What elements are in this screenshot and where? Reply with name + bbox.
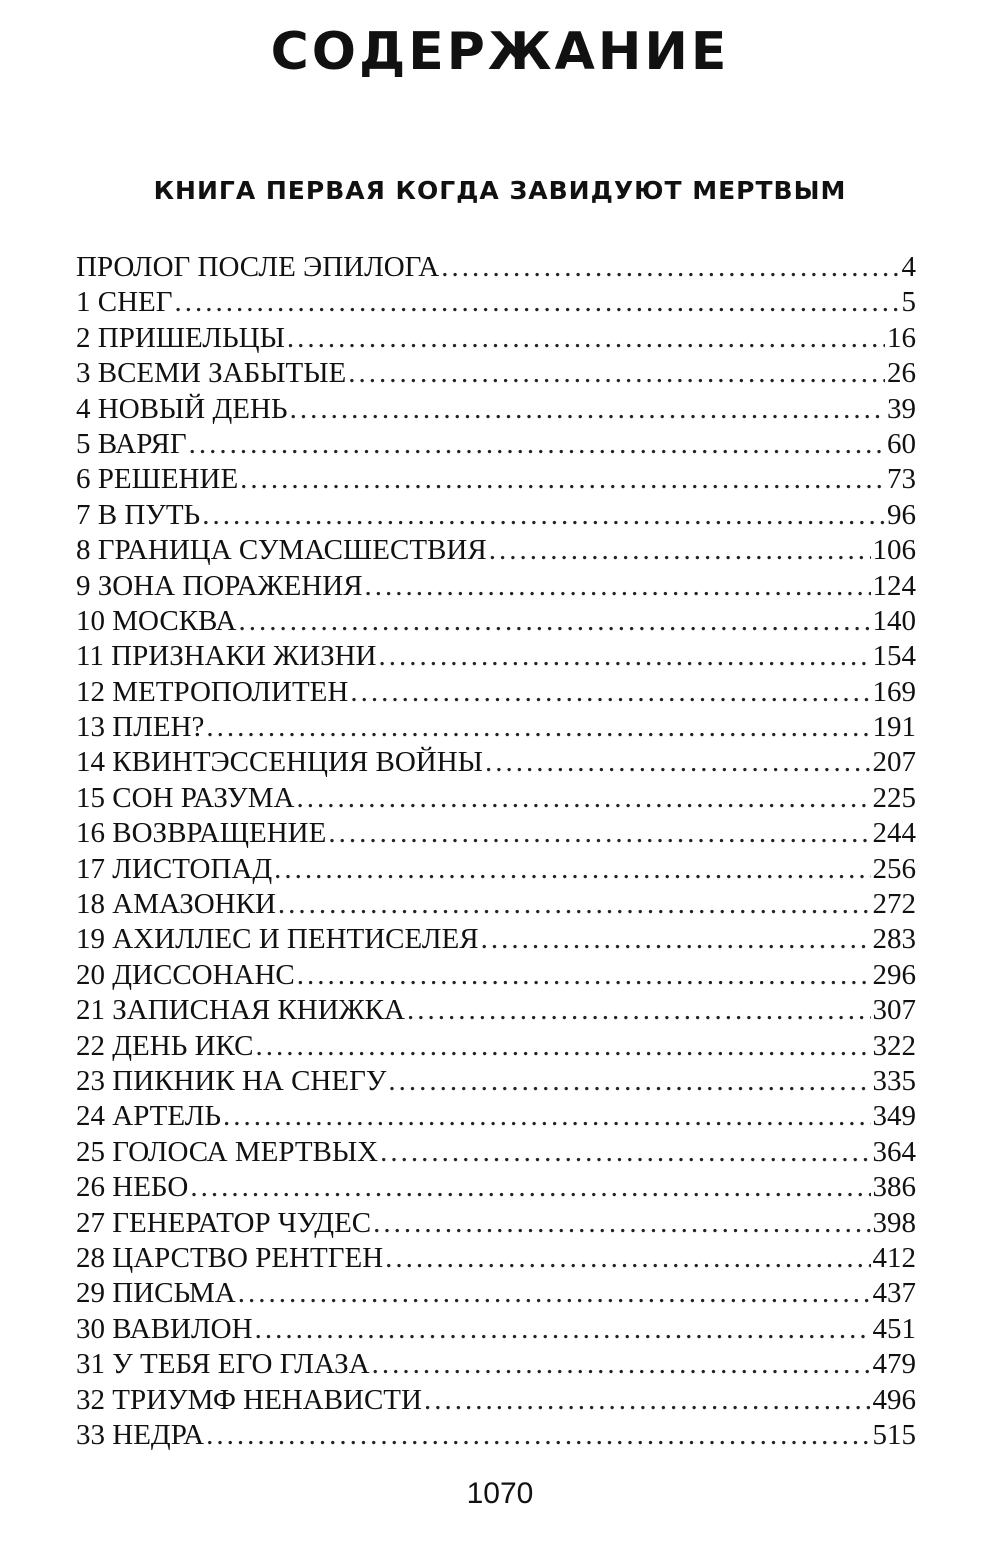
- toc-entry-page: 364: [872, 1135, 916, 1168]
- toc-entry-title: 10 МОСКВА: [76, 604, 237, 637]
- toc-dot-leader: [223, 1099, 870, 1134]
- toc-entry: [76, 462, 916, 497]
- toc-entry-title: 8 ГРАНИЦА СУМАСШЕСТВИЯ: [76, 534, 487, 567]
- toc-entry-title: 14 КВИНТЭССЕНЦИЯ ВОЙНЫ: [76, 746, 483, 779]
- toc-entry: [76, 958, 916, 993]
- toc-entry: [76, 1170, 916, 1205]
- toc-entry: [76, 887, 916, 922]
- toc-dot-leader: [489, 533, 871, 568]
- toc-dot-leader: [206, 1418, 870, 1453]
- toc-dot-leader: [485, 745, 871, 780]
- toc-dot-leader: [365, 569, 871, 604]
- toc-entry: [76, 1418, 916, 1453]
- toc-entry-title: 22 ДЕНЬ ИКС: [76, 1029, 254, 1062]
- toc-entry-page: 26: [887, 357, 916, 390]
- toc-dot-leader: [380, 1135, 870, 1170]
- toc-entry: [76, 356, 916, 391]
- toc-entry-title: 1 СНЕГ: [76, 286, 173, 319]
- toc-entry-title: 33 НЕДРА: [76, 1418, 205, 1451]
- toc-dot-leader: [328, 816, 870, 851]
- toc-entry-page: 96: [887, 498, 916, 531]
- page-number: 1070: [466, 1477, 534, 1510]
- toc-entry-title: 12 МЕТРОПОЛИТЕН: [76, 675, 349, 708]
- toc-entry-page: 60: [887, 427, 916, 460]
- toc-entry: [76, 675, 916, 710]
- toc-entry-page: 256: [872, 852, 916, 885]
- toc-dot-leader: [256, 1029, 871, 1064]
- toc-entry: [76, 1383, 916, 1418]
- toc-entry: [76, 710, 916, 745]
- toc-dot-leader: [274, 852, 870, 887]
- toc-entry-page: 335: [872, 1064, 916, 1097]
- toc-entry-page: 4: [901, 251, 916, 283]
- toc-entry-page: 191: [872, 711, 916, 744]
- toc-dot-leader: [296, 781, 870, 816]
- toc-dot-leader: [388, 1064, 870, 1099]
- toc-entry-title: 7 В ПУТЬ: [76, 498, 201, 531]
- toc-entry-page: 140: [872, 604, 916, 637]
- toc-entry-title: 32 ТРИУМФ НЕНАВИСТИ: [76, 1383, 422, 1416]
- toc-entry: [76, 1206, 916, 1241]
- toc-entry-page: 207: [872, 746, 916, 779]
- toc-entry-page: 283: [872, 923, 916, 956]
- toc-entry: [76, 392, 916, 427]
- toc-dot-leader: [424, 1383, 871, 1418]
- toc-entry-title: 20 ДИССОНАНС: [76, 958, 295, 991]
- toc-entry: [76, 250, 916, 285]
- toc-entry-page: 124: [872, 569, 916, 602]
- toc-entry-title: 29 ПИСЬМА: [76, 1277, 236, 1310]
- toc-entry-page: 496: [872, 1383, 916, 1416]
- toc-entry-title: 5 ВАРЯГ: [76, 427, 187, 460]
- toc-entry-title: 3 ВСЕМИ ЗАБЫТЫЕ: [76, 357, 347, 390]
- toc-entry: [76, 1347, 916, 1382]
- toc-entry-page: 322: [872, 1029, 916, 1062]
- toc-dot-leader: [441, 250, 899, 285]
- toc-entry: [76, 745, 916, 780]
- toc-entry: [76, 816, 916, 851]
- toc-dot-leader: [255, 1312, 871, 1347]
- toc-entry-page: 398: [872, 1206, 916, 1239]
- toc-dot-leader: [206, 710, 870, 745]
- toc-entry: [76, 852, 916, 887]
- toc-dot-leader: [189, 427, 885, 462]
- toc-entry-title: ПРОЛОГ ПОСЛЕ ЭПИЛОГА: [76, 251, 440, 283]
- toc-entry-page: 39: [887, 392, 916, 425]
- toc-entry: [76, 922, 916, 957]
- toc-entry-title: 31 У ТЕБЯ ЕГО ГЛАЗА: [76, 1348, 370, 1381]
- toc-dot-leader: [278, 887, 871, 922]
- toc-entry-title: 4 НОВЫЙ ДЕНЬ: [76, 392, 288, 425]
- toc-entry-title: 24 АРТЕЛЬ: [76, 1100, 222, 1133]
- toc-dot-leader: [481, 922, 871, 957]
- toc-dot-leader: [373, 1206, 870, 1241]
- toc-dot-leader: [175, 285, 900, 320]
- toc-entry-page: 16: [887, 321, 916, 354]
- table-of-contents: [76, 250, 916, 1453]
- toc-entry-title: 26 НЕБО: [76, 1171, 189, 1204]
- toc-entry: [76, 427, 916, 462]
- toc-entry: [76, 993, 916, 1028]
- toc-entry-page: 349: [872, 1100, 916, 1133]
- toc-entry: [76, 569, 916, 604]
- toc-entry-page: 479: [872, 1348, 916, 1381]
- toc-entry-title: 28 ЦАРСТВО РЕНТГЕН: [76, 1241, 384, 1274]
- toc-entry: [76, 604, 916, 639]
- toc-entry-title: 16 ВОЗВРАЩЕНИЕ: [76, 817, 327, 850]
- toc-dot-leader: [378, 639, 870, 674]
- toc-entry-title: 17 ЛИСТОПАД: [76, 852, 273, 885]
- toc-entry: [76, 321, 916, 356]
- toc-entry-title: 27 ГЕНЕРАТОР ЧУДЕС: [76, 1206, 372, 1239]
- toc-entry-title: 21 ЗАПИСНАЯ КНИЖКА: [76, 994, 405, 1027]
- toc-entry-page: 515: [872, 1418, 916, 1451]
- toc-entry: [76, 1312, 916, 1347]
- toc-entry: [76, 1099, 916, 1134]
- toc-entry-page: 296: [872, 958, 916, 991]
- section-title: КНИГА ПЕРВАЯ КОГДА ЗАВИДУЮТ МЕРТВЫМ: [153, 176, 847, 205]
- toc-entry-page: 106: [872, 534, 916, 567]
- toc-entry-page: 225: [872, 781, 916, 814]
- page-title: СОДЕРЖАНИЕ: [270, 22, 730, 82]
- toc-dot-leader: [350, 675, 870, 710]
- toc-entry-page: 437: [872, 1277, 916, 1310]
- toc-entry-title: 30 ВАВИЛОН: [76, 1312, 253, 1345]
- toc-entry-page: 412: [872, 1241, 916, 1274]
- toc-entry-page: 386: [872, 1171, 916, 1204]
- toc-dot-leader: [240, 462, 885, 497]
- toc-dot-leader: [348, 356, 885, 391]
- toc-dot-leader: [287, 321, 885, 356]
- toc-dot-leader: [190, 1170, 870, 1205]
- toc-dot-leader: [372, 1347, 871, 1382]
- toc-entry-page: 307: [872, 994, 916, 1027]
- toc-dot-leader: [202, 498, 885, 533]
- toc-entry: [76, 1135, 916, 1170]
- toc-entry-title: 15 СОН РАЗУМА: [76, 781, 295, 814]
- toc-entry-page: 451: [872, 1312, 916, 1345]
- toc-entry: [76, 1276, 916, 1311]
- toc-entry-title: 9 ЗОНА ПОРАЖЕНИЯ: [76, 569, 363, 602]
- toc-entry-title: 25 ГОЛОСА МЕРТВЫХ: [76, 1135, 379, 1168]
- toc-entry: [76, 781, 916, 816]
- toc-entry-title: 13 ПЛЕН?: [76, 711, 205, 744]
- toc-entry-title: 18 АМАЗОНКИ: [76, 888, 276, 921]
- toc-dot-leader: [238, 1276, 871, 1311]
- toc-entry: [76, 285, 916, 320]
- toc-entry-page: 272: [872, 888, 916, 921]
- toc-entry-title: 23 ПИКНИК НА СНЕГУ: [76, 1064, 387, 1097]
- toc-dot-leader: [290, 392, 885, 427]
- toc-entry-title: 11 ПРИЗНАКИ ЖИЗНИ: [76, 640, 377, 673]
- toc-dot-leader: [238, 604, 870, 639]
- toc-entry-page: 5: [901, 286, 916, 319]
- toc-entry-page: 73: [887, 463, 916, 496]
- toc-dot-leader: [297, 958, 871, 993]
- toc-entry: [76, 639, 916, 674]
- toc-dot-leader: [407, 993, 871, 1028]
- toc-entry: [76, 1029, 916, 1064]
- toc-entry-title: 19 АХИЛЛЕС И ПЕНТИСЕЛЕЯ: [76, 923, 479, 956]
- toc-entry: [76, 1064, 916, 1099]
- toc-entry-title: 6 РЕШЕНИЕ: [76, 463, 239, 496]
- toc-entry-title: 2 ПРИШЕЛЬЦЫ: [76, 321, 285, 354]
- toc-entry-page: 169: [872, 675, 916, 708]
- toc-entry: [76, 498, 916, 533]
- toc-entry-page: 154: [872, 640, 916, 673]
- toc-entry: [76, 1241, 916, 1276]
- toc-entry-page: 244: [872, 817, 916, 850]
- toc-entry: [76, 533, 916, 568]
- toc-dot-leader: [385, 1241, 870, 1276]
